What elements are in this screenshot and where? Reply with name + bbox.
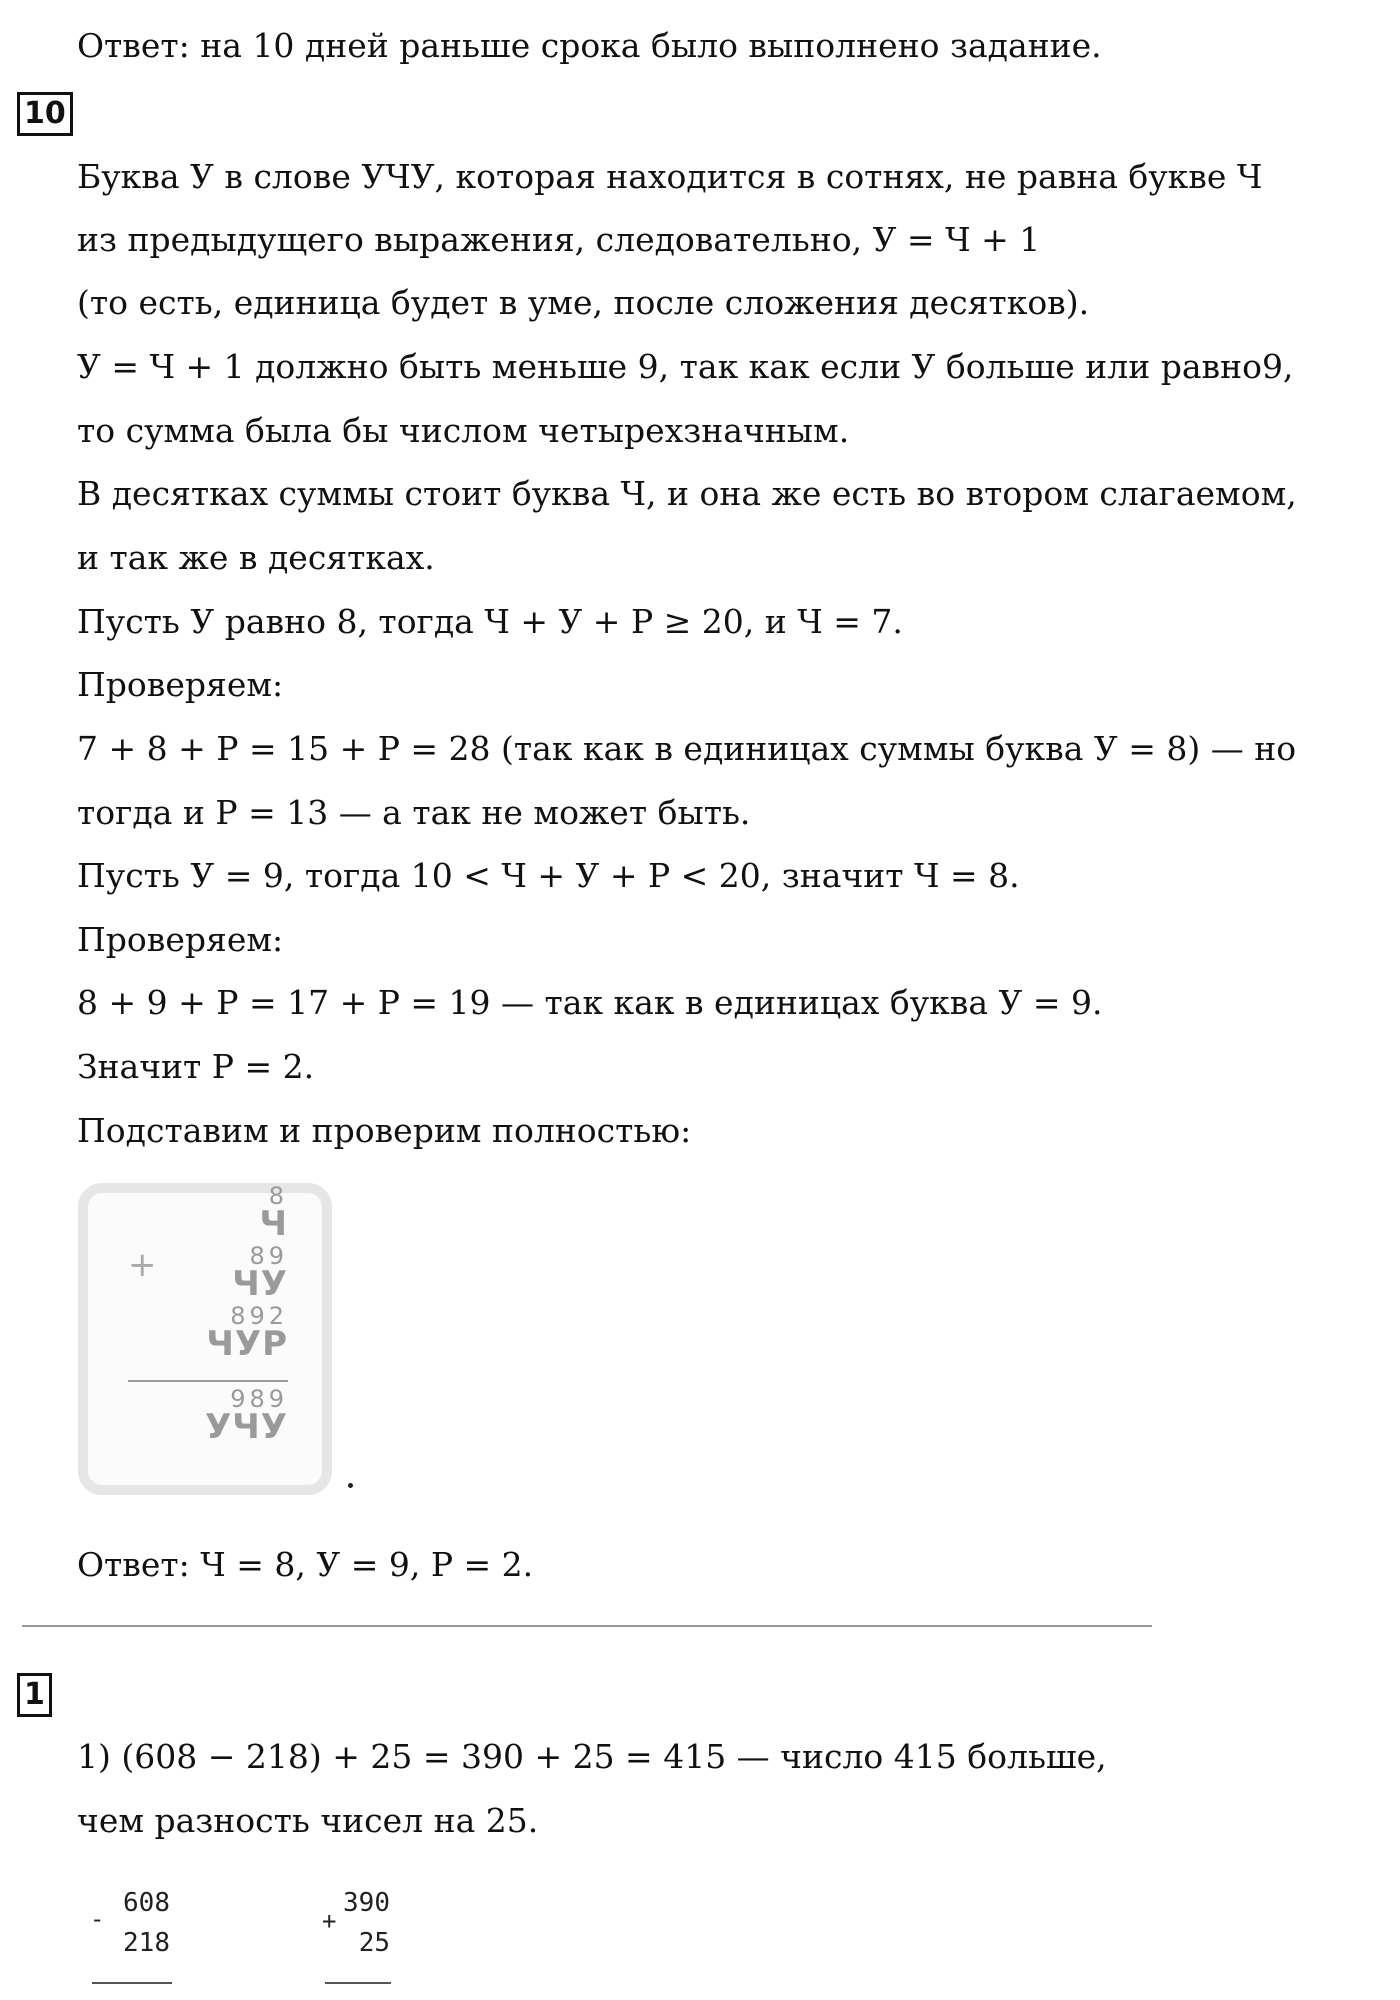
text-line: Проверяем: [77, 920, 284, 959]
picture-letters: Ч [259, 1204, 288, 1244]
picture-digits: 89 [249, 1242, 288, 1270]
text-line: 7 + 8 + Р = 15 + Р = 28 (так как в единицах суммы буква У = 8) — но [77, 729, 1297, 768]
plus-sign: + [128, 1245, 157, 1285]
plus-sign: + [322, 1907, 337, 1935]
column-bottom: 25 [358, 1928, 390, 1958]
answer-line: Ответ: на 10 дней раньше срока было выполнено задание. [77, 26, 1102, 65]
text-line: то сумма была бы числом четырехзначным. [77, 411, 850, 450]
text-line: 8 + 9 + Р = 17 + Р = 19 — так как в единицах буква У = 9. [77, 983, 1103, 1022]
picture-digits: 8 [268, 1182, 288, 1210]
text-line: чем разность чисел на 25. [77, 1801, 539, 1840]
text-line: У = Ч + 1 должно быть меньше 9, так как если У больше или равно9, [77, 347, 1294, 386]
text-line: Пусть У = 9, тогда 10 < Ч + У + Р < 20, значит Ч = 8. [77, 856, 1020, 895]
period-dot [348, 1483, 353, 1488]
minus-sign: - [90, 1905, 105, 1933]
sum-line [128, 1380, 288, 1382]
task-number-10: 10 [17, 92, 73, 136]
text-line: В десятках суммы стоит буква Ч, и она же есть во втором слагаемом, [77, 474, 1297, 513]
text-line: из предыдущего выражения, следовательно, У = Ч + 1 [77, 220, 1041, 259]
column-bottom: 218 [123, 1928, 170, 1958]
text-line: Подставим и проверим полностью: [77, 1111, 692, 1150]
picture-letters: УЧУ [205, 1407, 288, 1447]
task-number-1: 1 [17, 1673, 52, 1717]
text-line: Буква У в слове УЧУ, которая находится в сотнях, не равна букве Ч [77, 157, 1263, 196]
column-line [325, 1982, 391, 1984]
text-line: Значит Р = 2. [77, 1047, 315, 1086]
section-divider [22, 1625, 1152, 1627]
text-line: 1) (608 − 218) + 25 = 390 + 25 = 415 — число 415 больше, [77, 1737, 1107, 1776]
picture-letters: ЧУР [206, 1324, 288, 1364]
picture-letters: ЧУ [232, 1264, 288, 1304]
column-top: 608 [123, 1888, 170, 1918]
picture-digits: 989 [230, 1385, 288, 1413]
text-line: Пусть У равно 8, тогда Ч + У + Р ≥ 20, и Ч = 7. [77, 602, 903, 641]
text-line: (то есть, единица будет в уме, после сложения десятков). [77, 283, 1090, 322]
text-line: тогда и Р = 13 — а так не может быть. [77, 793, 751, 832]
answer-line: Ответ: Ч = 8, У = 9, Р = 2. [77, 1545, 534, 1584]
column-top: 390 [343, 1888, 390, 1918]
text-line: и так же в десятках. [77, 538, 435, 577]
column-line [92, 1982, 172, 1984]
picture-digits: 892 [230, 1302, 288, 1330]
text-line: Проверяем: [77, 665, 284, 704]
